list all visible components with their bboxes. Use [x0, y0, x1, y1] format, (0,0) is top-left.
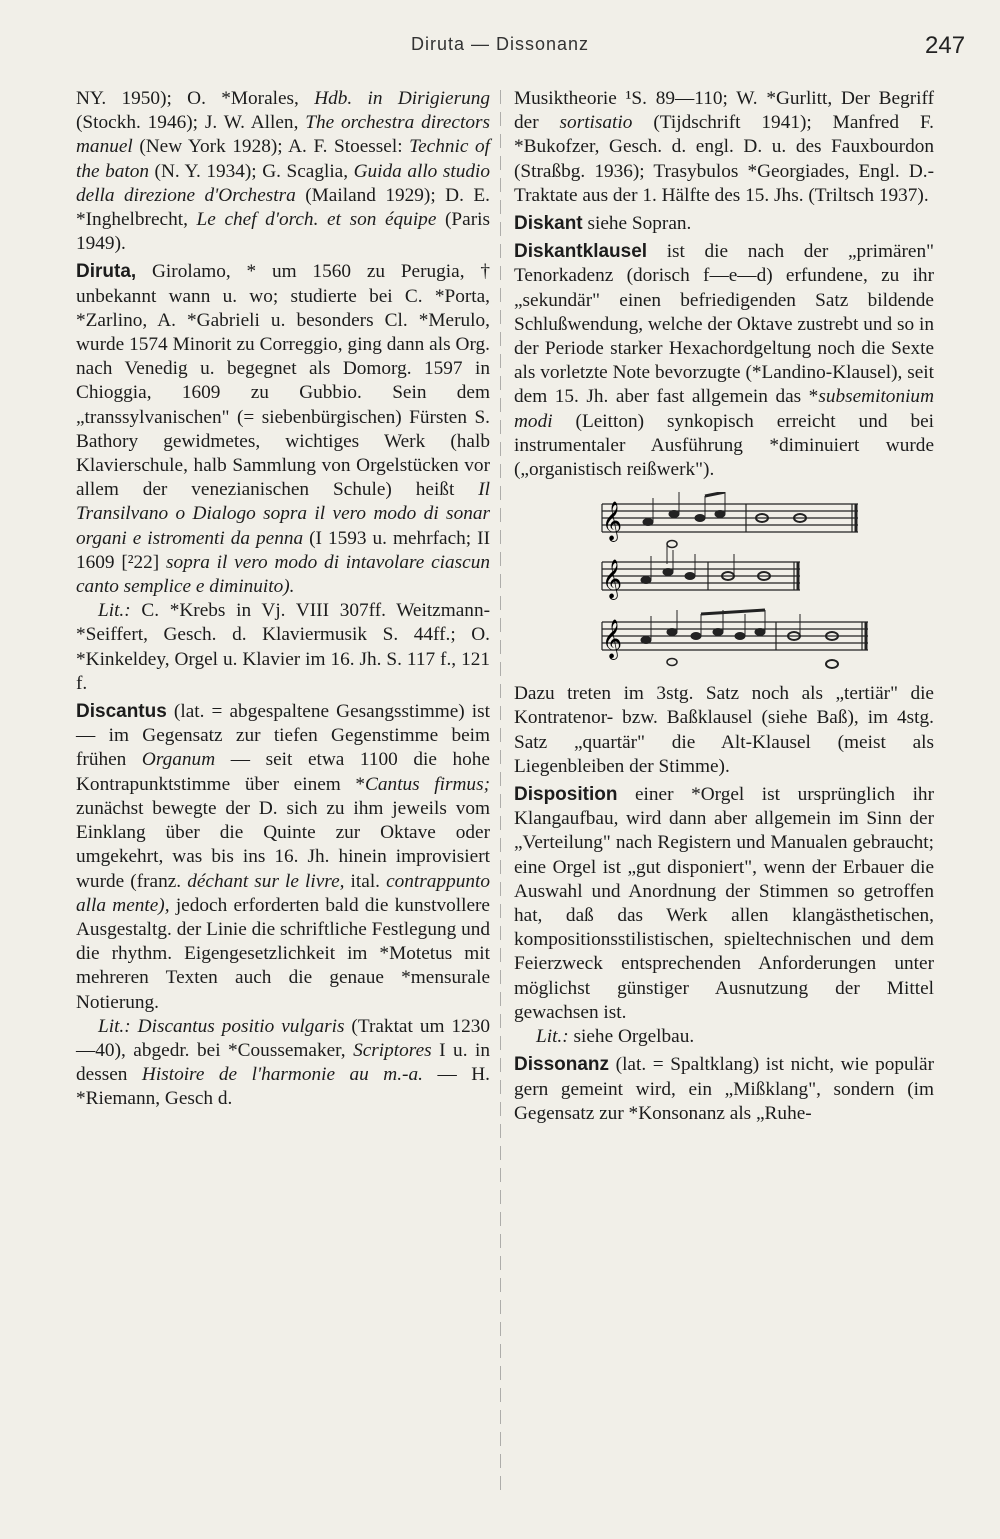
treble-clef-icon: 𝄞	[602, 619, 623, 660]
staff-3-notes	[641, 610, 838, 668]
entry-diruta: Diruta, Girolamo, * um 1560 zu Perugia, † unbekannt wann u. wo; studierte bei C. *Porta, *Zarlino, A. *Gabrieli u. besonders Cl. *Merulo, wurde 1574 Minorit zu Correggio, ging dann als Org. nach Venedig u. begegnet als Domorg. 1597 in Chioggia, 1609 zu Gubbio. Sein dem „transsylvanischen" (= siebenbürgischen) Fürsten S. Bathory gewidmetes, wichtiges Werk (halb Klavierschule, halb Sammlung von Orgelstücken vor allem der venezianischen Schule) heißt Il Transilvano o Dialogo sopra il vero modo di sonar organi e istromenti da penna (I 1593 u. mehrfach; II 1609 [²22] sopra il vero modo di intavolare ciascun canto semplice e diminuito).	[76, 261, 490, 598]
literature-discantus: Lit.: Discantus positio vulgaris (Traktat um 1230—40), abgedr. bei *Coussemaker, Scriptores I u. in dessen Histoire de l'harmonie au m.-a. — H. *Riemann, Gesch d.	[76, 1015, 490, 1110]
page-number: 247	[925, 32, 966, 59]
entry-dissonanz: Dissonanz (lat. = Spaltklang) ist nicht, wie populär gern gemeint wird, ein „Mißklang", sondern (im Gegensatz zur *Konsonanz als „Ruhe-	[514, 1054, 934, 1124]
entry-diskantklausel: Diskantklausel ist die nach der „primären" Tenorkadenz (dorisch f—e—d) erfundene, zu ihr „sekundär" einen befriedigenden Satz bildende Schlußwendung, welche der Oktave zustrebt und so in der Periode starker Hexachordgeltung noch die Sexte als vorletzte Note bevorzugte (*Landino-Klausel), seit dem 15. Jh. aber fast allgemein das *subsemitonium modi (Leitton) synkopisch erreicht und bei instrumentaler Ausführung *diminuiert wurde („organistisch reißwerk").	[514, 241, 934, 481]
staff-2-notes	[641, 550, 770, 584]
paragraph-tertiaer-klauseln: Dazu treten im 3stg. Satz noch als „tertiär" die Kontratenor- bzw. Baßklausel (siehe Baß), im 4stg. Satz „quartär" die Alt-Klausel (meist als Liegenbleiben der Stimme).	[514, 683, 934, 777]
literature-diruta: Lit.: C. *Krebs in Vj. VIII 307ff. Weitzmann-*Seiffert, Gesch. d. Klaviermusik S. 44ff.; O. *Kinkeldey, Orgel u. Klavier im 16. Jh. S. 117 f., 121 f.	[76, 600, 490, 694]
running-title: Diruta — Dissonanz	[410, 34, 590, 54]
column-divider	[500, 90, 501, 1490]
left-column	[76, 87, 490, 1112]
staff-1-notes	[643, 492, 806, 564]
paragraph-dirigieren-literature: NY. 1950); O. *Morales, Hdb. in Dirigierung (Stockh. 1946); J. W. Allen, The orchestra directors manuel (New York 1928); A. F. Stoessel: Technic of the baton (N. Y. 1934); G. Scaglia, Guida allo studio della direzione d'Orchestra (Mailand 1929); D. E. *Inghelbrecht, Le chef d'orch. et son équipe (Paris 1949).	[76, 88, 490, 255]
entry-discantus: Discantus (lat. = abgespaltene Gesangsstimme) ist — im Gegensatz zur tiefen Gegenstimme beim frühen Organum — seit etwa 1100 die hohe Kontrapunktstimme über einem *Cantus firmus; zunächst bewegte der D. sich zu ihm jeweils vom Einklang über die Quinte zur Oktave oder umgekehrt, was bis ins 16. Jh. hinein improvisiert wurde (franz. déchant sur le livre, ital. contrappunto alla mente), jedoch erforderten bald die kunstvollere Ausgestaltg. der Linie die schriftliche Festlegung und die rhythm. Eigengesetzlichkeit im *Motetus mit mehreren Texten auch die genaue *mensurale Notierung.	[76, 701, 490, 1013]
entry-disposition: Disposition einer *Orgel ist ursprünglich ihr Klangaufbau, wird dann aber allgemein im Sinn der „Verteilung" nach Registern und Manualen gebraucht; eine Orgel ist „gut disponiert", wenn der Erbauer die Auswahl und Anordnung der Stimmen so getroffen hat, daß das Werk allen klangästhetischen, kompositionsstilistischen, spieltechnischen und dem Feierzweck entsprechenden Anforderungen unter möglichst günstiger Ausnutzung der Mittel gewachsen ist.	[514, 784, 934, 1023]
paragraph-discantus-continued: Musiktheorie ¹S. 89—110; W. *Gurlitt, Der Begriff der sortisatio (Tijdschrift 1941); Manfred F. *Bukofzer, Gesch. d. engl. D. u. des Fauxbourdon (Straßbg. 1936); Trasybulos *Georgiades, Engl. D.-Traktate aus der 1. Hälfte des 15. Jhs. (Triltsch 1937).	[514, 88, 934, 206]
music-staff-figure	[550, 492, 890, 672]
headword-diskantklausel: Diskantklausel	[514, 241, 648, 263]
headword-discantus: Discantus	[76, 701, 167, 723]
treble-clef-icon: 𝄞	[602, 501, 623, 542]
literature-disposition: Lit.: siehe Orgelbau.	[536, 1026, 695, 1048]
headword-dissonanz: Dissonanz	[514, 1054, 610, 1076]
music-notation-examples	[550, 492, 890, 672]
headword-diskant: Diskant	[514, 213, 583, 235]
treble-clef-icon: 𝄞	[602, 559, 623, 600]
headword-disposition: Disposition	[514, 784, 618, 806]
right-column	[514, 87, 934, 1126]
headword-diruta: Diruta,	[76, 261, 137, 283]
entry-diskant: Diskant siehe Sopran.	[514, 213, 692, 235]
staff-1	[602, 504, 858, 532]
